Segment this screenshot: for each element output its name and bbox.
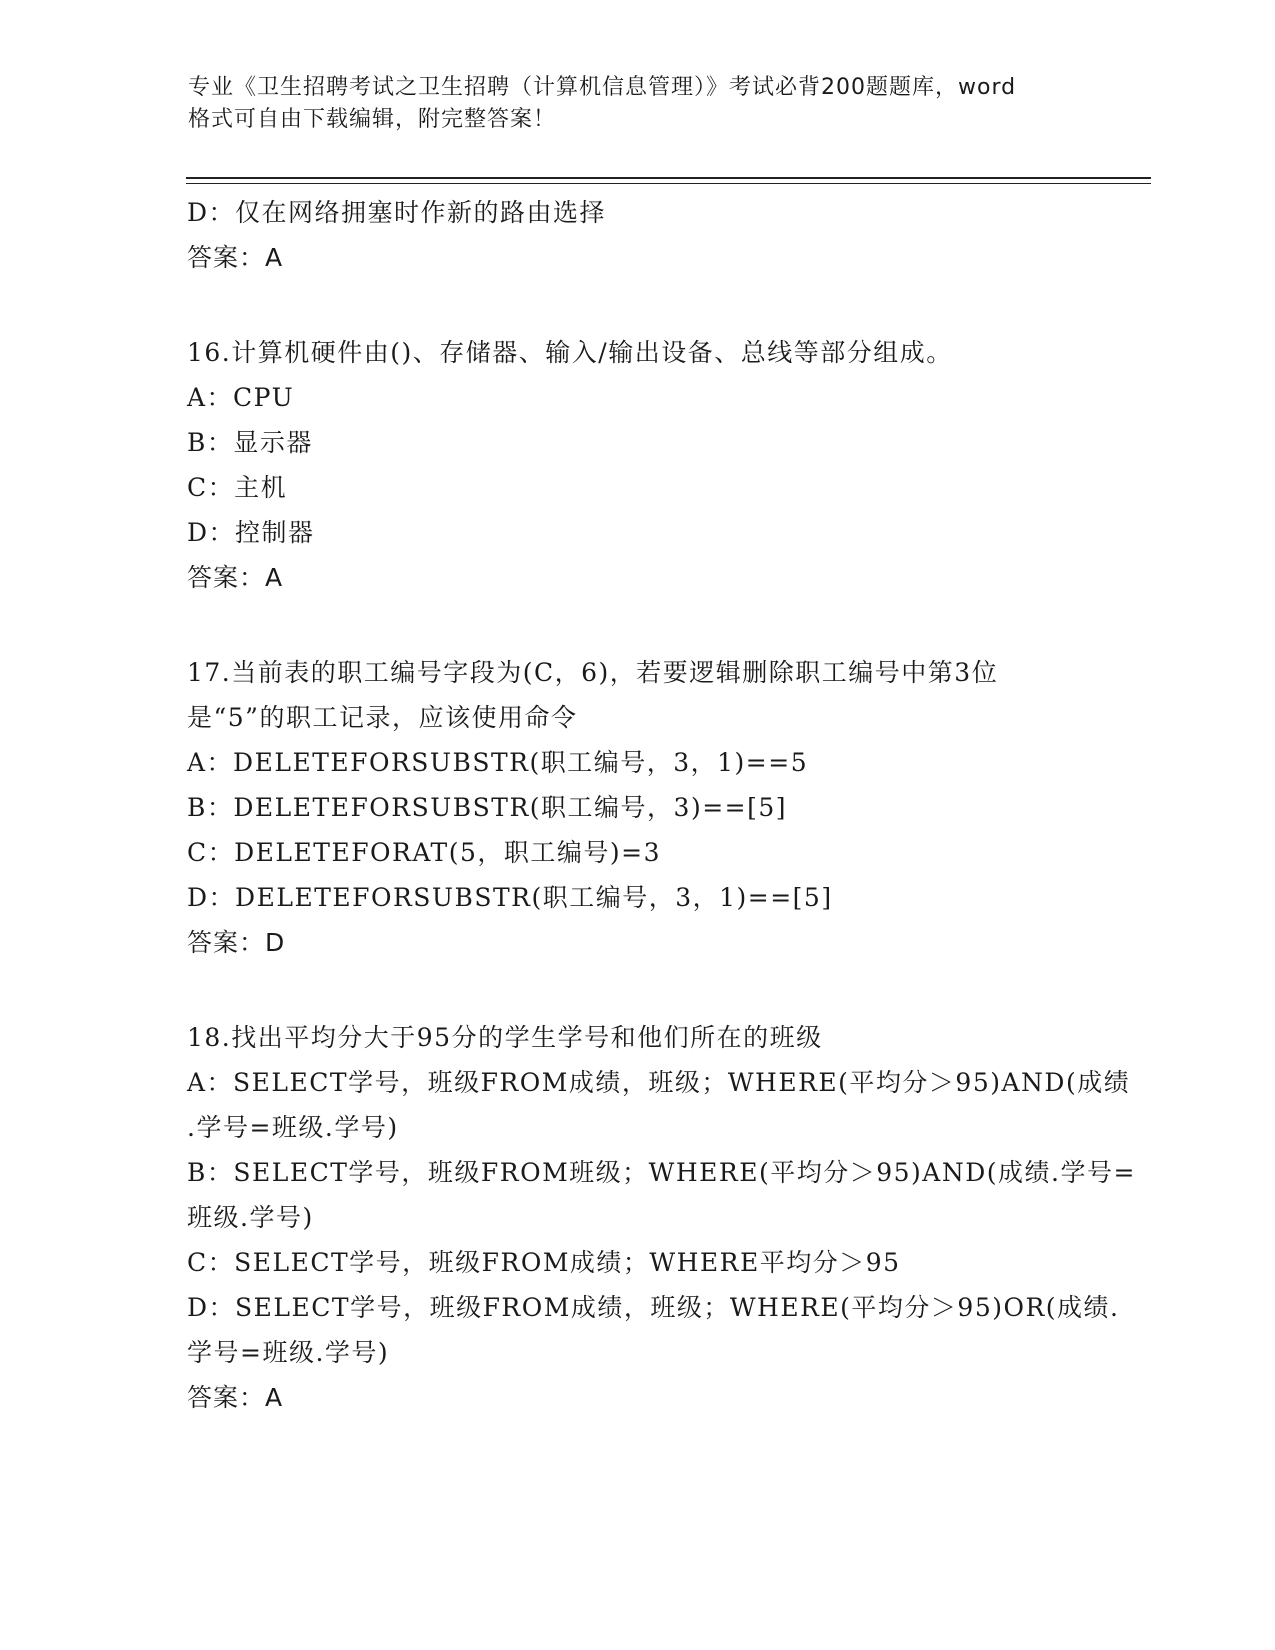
question-16 (187, 330, 1087, 600)
header-divider-thick (186, 177, 1151, 179)
answer-line: 答案：A (187, 1383, 284, 1412)
option-d-line-1: D：SELECT学号，班级FROM成绩，班级；WHERE(平均分＞95)OR(成绩. (187, 1293, 1120, 1322)
option-d: D：仅在网络拥塞时作新的路由选择 (187, 198, 607, 227)
question-17 (187, 650, 1087, 965)
question-stem: 16.计算机硬件由()、存储器、输入/输出设备、总线等部分组成。 (187, 338, 953, 367)
question-stem: 18.找出平均分大于95分的学生学号和他们所在的班级 (187, 1023, 823, 1052)
option-d: D：控制器 (187, 518, 315, 547)
document-body (187, 190, 1136, 1420)
option-a: A：DELETEFORSUBSTR(职工编号，3，1)==5 (187, 748, 809, 777)
question-18 (187, 1015, 1136, 1420)
option-a-line-1: A：SELECT学号，班级FROM成绩，班级；WHERE(平均分＞95)AND(成绩 (187, 1068, 1131, 1097)
option-d-line-2: 学号=班级.学号) (187, 1338, 390, 1367)
option-c: C：SELECT学号，班级FROM成绩；WHERE平均分＞95 (187, 1248, 901, 1277)
option-a-line-2: .学号=班级.学号) (187, 1113, 399, 1142)
option-b: B：显示器 (187, 428, 313, 457)
option-d: D：DELETEFORSUBSTR(职工编号，3，1)==[5] (187, 883, 833, 912)
header-line-2: 格式可自由下载编辑，附完整答案！ (188, 107, 557, 132)
header-line-1: 专业《卫生招聘考试之卫生招聘（计算机信息管理）》考试必背200题题库，word (188, 75, 1017, 100)
answer-line: 答案：D (187, 928, 286, 957)
option-b-line-2: 班级.学号) (187, 1203, 314, 1232)
option-b-line-1: B：SELECT学号，班级FROM班级；WHERE(平均分＞95)AND(成绩.学号= (187, 1158, 1136, 1187)
option-b: B：DELETEFORSUBSTR(职工编号，3)==[5] (187, 793, 788, 822)
page-header (188, 72, 1088, 136)
option-c: C：主机 (187, 473, 288, 502)
question-15-fragment (187, 190, 1087, 280)
answer-line: 答案：A (187, 563, 284, 592)
answer-line: 答案：A (187, 243, 284, 272)
header-divider-thin (186, 183, 1151, 184)
option-a: A：CPU (187, 383, 295, 412)
question-stem-line-2: 是“5”的职工记录，应该使用命令 (187, 703, 578, 732)
question-stem-line-1: 17.当前表的职工编号字段为(C，6)，若要逻辑删除职工编号中第3位 (187, 658, 999, 687)
option-c: C：DELETEFORAT(5，职工编号)=3 (187, 838, 661, 867)
